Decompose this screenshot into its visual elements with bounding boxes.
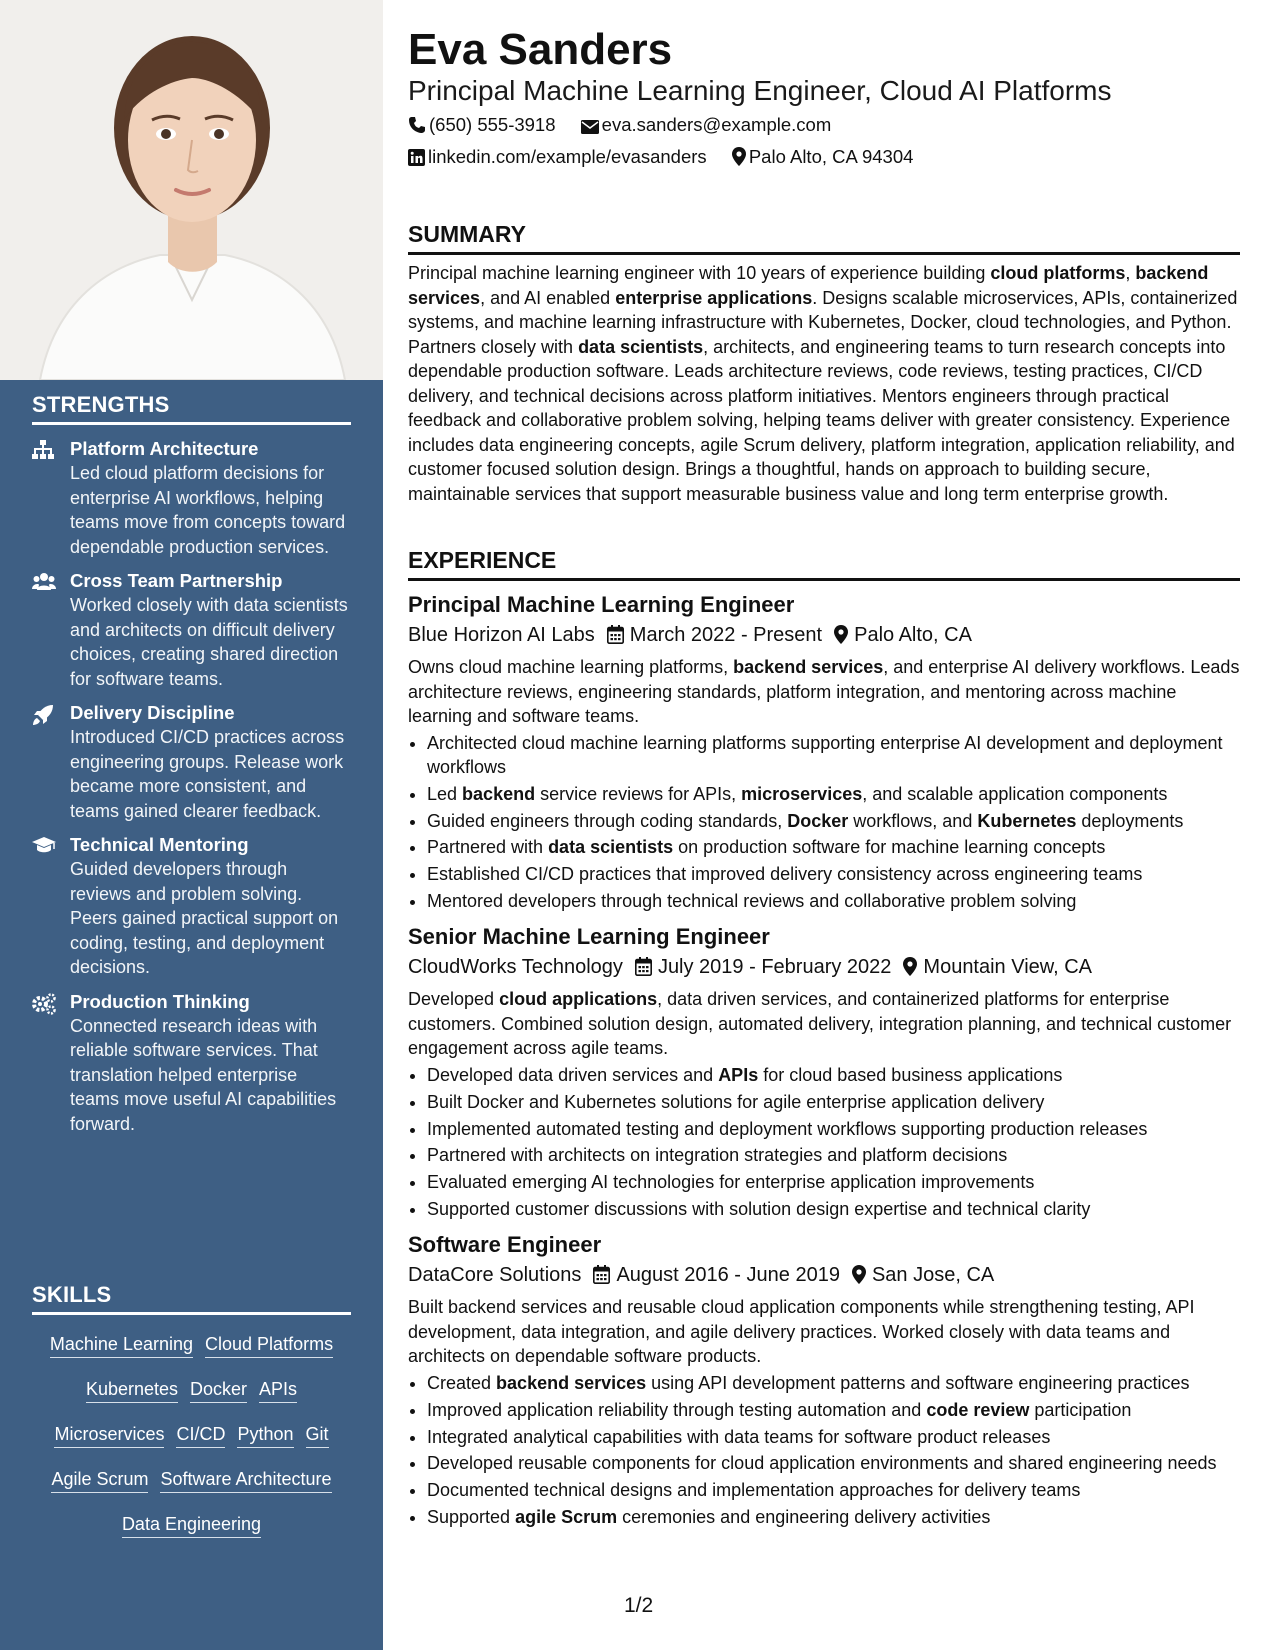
job-summary: Developed cloud applications, data driven services, and containerized platforms for enterprise customers. Combined solution design, automated delivery, integration planning, and technical customer engagement across agile teams. (408, 989, 1232, 1059)
strength-item (32, 701, 351, 823)
sidebar (0, 0, 383, 1650)
job-title: Senior Machine Learning Engineer (408, 924, 770, 950)
strength-item (32, 990, 351, 1137)
job-title: Software Engineer (408, 1232, 602, 1258)
linkedin-icon (408, 149, 425, 166)
strength-title: Delivery Discipline (70, 702, 235, 723)
job-dates: March 2022 - Present (629, 624, 823, 646)
email-text: eva.sanders@example.com (601, 114, 832, 135)
job-bullet: • Documented technical designs and implementation approaches for delivery teams (427, 1478, 1240, 1503)
job-location: Palo Alto, CA (854, 624, 972, 646)
job-bullet: • Partnered with data scientists on production software for machine learning concepts (427, 835, 1240, 860)
contact-email[interactable] (581, 113, 832, 137)
profile-photo (0, 0, 383, 380)
job-bullet: • Guided engineers through coding standards, Docker workflows, and Kubernetes deployments (427, 809, 1240, 834)
job-bullets (408, 731, 1240, 914)
skills-list (32, 1321, 351, 1546)
map-marker-icon (852, 1265, 866, 1284)
job-company: DataCore Solutions (408, 1264, 582, 1287)
linkedin-text: linkedin.com/example/evasanders (428, 146, 707, 167)
experience-heading: EXPERIENCE (408, 546, 1240, 581)
job-bullet: • Built Docker and Kubernetes solutions for agile enterprise application delivery (427, 1090, 1240, 1115)
strength-desc: Led cloud platform decisions for enterprise AI workflows, helping teams move from concepts toward dependable production services. (70, 463, 346, 557)
job-company: CloudWorks Technology (408, 956, 623, 979)
job-bullet: • Architected cloud machine learning platforms supporting enterprise AI development and deployment workflows (427, 731, 1240, 780)
skill-tag: APIs (259, 1378, 297, 1403)
job-dates: July 2019 - February 2022 (657, 956, 892, 979)
job-bullet: • Supported agile Scrum ceremonies and engineering delivery activities (427, 1505, 1240, 1530)
job-bullet: • Established CI/CD practices that improved delivery consistency across engineering teams (427, 862, 1240, 887)
candidate-name: Eva Sanders (408, 25, 673, 74)
job-summary: Built backend services and reusable cloud application components while strengthening testing, API development, data integration, and agile delivery practices. Worked closely with data teams and architects on dependable software products. (408, 1297, 1195, 1367)
contact-phone (408, 113, 556, 137)
job-entry (408, 591, 1240, 913)
envelope-icon (581, 120, 599, 134)
strength-desc: Worked closely with data scientists and architects on difficult delivery choices, creating shared direction for software teams. (70, 595, 348, 689)
job-bullet: • Developed reusable components for cloud application environments and shared engineering needs (427, 1451, 1240, 1476)
job-title: Principal Machine Learning Engineer (408, 592, 795, 617)
skill-tag: Software Architecture (160, 1468, 331, 1493)
skill-tag: Microservices (54, 1423, 164, 1448)
job-bullet: • Supported customer discussions with solution design expertise and technical clarity (427, 1197, 1240, 1222)
skill-tag: Docker (190, 1378, 247, 1403)
calendar-icon (593, 1265, 610, 1284)
skill-tag: Machine Learning (50, 1333, 193, 1358)
job-bullet: • Partnered with architects on integration strategies and platform decisions (427, 1143, 1240, 1168)
summary-section (408, 220, 1240, 506)
sitemap-icon (32, 440, 54, 460)
skills-heading: SKILLS (32, 1282, 351, 1315)
strength-item (32, 437, 351, 559)
strength-item (32, 569, 351, 691)
job-bullet: • Led backend service reviews for APIs, microservices, and scalable application components (427, 782, 1240, 807)
map-marker-icon (903, 957, 917, 976)
job-meta (408, 953, 1240, 981)
strength-title: Production Thinking (70, 990, 250, 1012)
summary-text: Principal machine learning engineer with 10 years of experience building cloud platforms, backend services, and AI enabled enterprise applications. Designs scalable microservices, APIs, containerized systems, and machine learning infrastructure with Kubernetes, Docker, cloud technologies, and Python. Partners closely with data scientists, architects, and engineering teams to turn research concepts into dependable production software. Leads architecture reviews, code reviews, testing practices, CI/CD delivery, and technical decisions across platform initiatives. Mentors engineers through practical feedback and collaborative problem solving, helping teams deliver with greater consistency. Experience includes data engineering concepts, agile Scrum delivery, platform integration, application reliability, and customer focused solution design. Brings a thoughtful, hands on approach to building secure, maintainable services that support measurable business value and long term enterprise growth. (408, 263, 1238, 504)
phone-text: (650) 555-3918 (429, 114, 556, 135)
strengths-heading: STRENGTHS (32, 392, 351, 425)
skills-section (32, 1282, 351, 1546)
map-marker-icon (834, 625, 848, 644)
strength-desc: Introduced CI/CD practices across engineering groups. Release work became more consistent, and teams gained clearer feedback. (70, 727, 345, 821)
experience-section (408, 546, 1240, 1532)
strength-title: Technical Mentoring (70, 834, 249, 855)
job-company: Blue Horizon AI Labs (408, 624, 595, 646)
strengths-section (32, 392, 351, 1136)
job-dates: August 2016 - June 2019 (616, 1264, 840, 1287)
job-bullet: • Evaluated emerging AI technologies for enterprise application improvements (427, 1170, 1240, 1195)
calendar-icon (635, 957, 652, 976)
job-bullets (408, 1371, 1240, 1529)
phone-icon (408, 116, 426, 134)
job-bullet: • Integrated analytical capabilities with data teams for software product releases (427, 1425, 1240, 1450)
candidate-headline: Principal Machine Learning Engineer, Cloud AI Platforms (408, 75, 1112, 106)
strength-title: Cross Team Partnership (70, 570, 283, 591)
users-icon (32, 572, 54, 592)
cogs-icon (32, 993, 54, 1013)
skill-tag: Cloud Platforms (205, 1333, 333, 1358)
map-marker-icon (732, 147, 746, 166)
location-text: Palo Alto, CA 94304 (748, 146, 914, 167)
job-summary: Owns cloud machine learning platforms, backend services, and enterprise AI delivery workflows. Leads architecture reviews, engineering standards, platform integration, and mentoring across machine learning and software teams. (408, 657, 1240, 726)
rocket-icon (32, 704, 54, 724)
job-meta (408, 621, 1240, 649)
skill-tag: Data Engineering (122, 1513, 261, 1538)
job-location: Mountain View, CA (923, 956, 1093, 979)
job-list (408, 591, 1240, 1529)
graduation-cap-icon (32, 836, 54, 856)
job-bullet: • Created backend services using API development patterns and software engineering practices (427, 1371, 1240, 1396)
job-location: San Jose, CA (871, 1264, 995, 1287)
skill-tag: Git (306, 1423, 329, 1448)
calendar-icon (607, 625, 624, 644)
skill-tag: Kubernetes (86, 1378, 178, 1403)
job-bullet: • Mentored developers through technical reviews and collaborative problem solving (427, 889, 1240, 914)
contact-row-1 (408, 113, 851, 137)
contact-row-2 (408, 145, 933, 169)
skill-tag: Python (237, 1423, 293, 1448)
job-entry (408, 1231, 1240, 1529)
contact-linkedin[interactable] (408, 145, 707, 169)
job-bullet: • Developed data driven services and APIs for cloud based business applications (427, 1063, 1240, 1088)
job-bullet: • Improved application reliability through testing automation and code review participation (427, 1398, 1240, 1423)
skill-tag: CI/CD (176, 1423, 225, 1448)
job-bullets (408, 1063, 1240, 1221)
skill-tag: Agile Scrum (51, 1468, 148, 1493)
contact-location (732, 145, 914, 169)
strength-title: Platform Architecture (70, 438, 259, 459)
strength-desc: Guided developers through reviews and problem solving. Peers gained practical support on coding, testing, and deployment decisions. (70, 859, 339, 977)
summary-heading: SUMMARY (408, 220, 1240, 255)
job-meta (408, 1261, 1240, 1289)
job-bullet: • Implemented automated testing and deployment workflows supporting production releases (427, 1117, 1240, 1142)
page-indicator: 1/2 (624, 1594, 654, 1617)
strength-desc: Connected research ideas with reliable software services. That translation helped enterprise teams move useful AI capabilities forward. (70, 1015, 337, 1134)
strength-item (32, 833, 351, 980)
job-entry (408, 923, 1240, 1221)
